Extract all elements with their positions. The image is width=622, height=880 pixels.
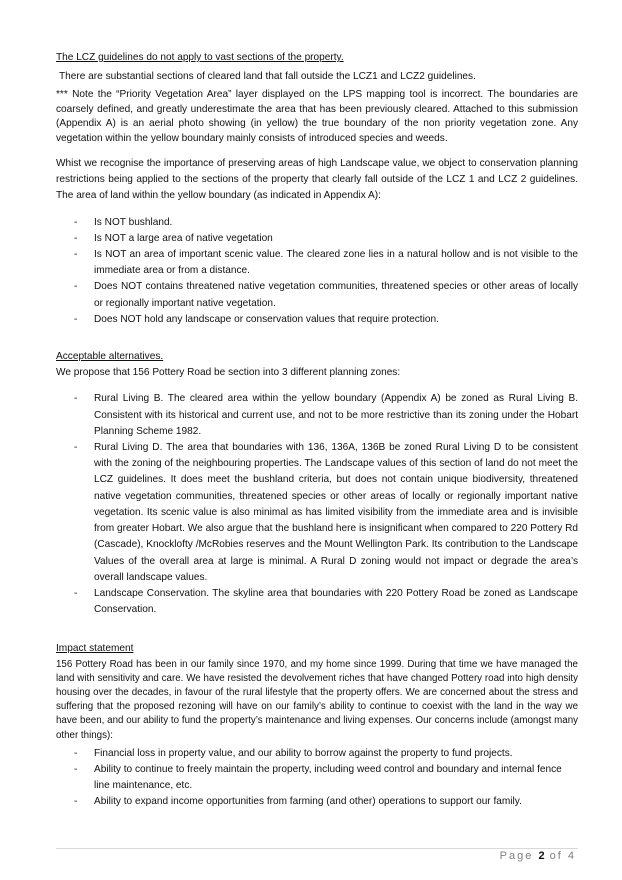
- page-word: Page: [499, 850, 534, 862]
- footer-divider: [56, 848, 578, 849]
- list-item: - Rural Living D. The area that boundaries with 136, 136A, 136B be zoned Rural Living D to be consistent with the zoning of the neighbouring properties. The Landscape values of this section of land do not meet the LCZ guidelines. It does meet the bushland criteria, but does not contain unique biodiversity, threatened native vegetation communities, threatened species or other areas of locally or regionally important native vegetation. Its scenic value is also minimal as has limited visibility from the immediate area and is invisible from greater Hobart. We also argue that the bushland here is insignificant when compared to 220 Pottery Rd (Cascade), Knocklofty /McRobies reserves and the Mount Wellington Park. Its contribution to the Landscape Values of the overall area at large is minimal. A Rural D zoning would not impact or degrade the area’s overall landscape values.: [74, 442, 578, 583]
- document-page: [56, 50, 578, 811]
- list-item: - Is NOT bushland.: [74, 216, 173, 228]
- page-total: 4: [567, 850, 576, 862]
- page-of: of: [549, 850, 563, 862]
- list-item: - Is NOT a large area of native vegetation: [74, 232, 273, 244]
- page-current: 2: [538, 850, 545, 862]
- paragraph: Whist we recognise the importance of preserving areas of high Landscape value, we object to conservation planning restrictions being applied to the sections of the property that clearly fall outside of the LCZ 1 and LCZ 2 guidelines. The area of land within the yellow boundary (as indicated in Appendix A):: [56, 158, 578, 202]
- paragraph: There are substantial sections of cleared land that fall outside the LCZ1 and LCZ2 guidelines.: [59, 71, 476, 83]
- list-item: - Does NOT hold any landscape or conservation values that require protection.: [74, 313, 439, 325]
- list-item: - Is NOT an area of important scenic value. The cleared zone lies in a natural hollow and is not visible to the immediate area or from a distance.: [74, 249, 578, 277]
- bullet-list: [56, 391, 578, 618]
- page-number: [500, 850, 576, 862]
- paragraph-note: *** Note the “Priority Vegetation Area” layer displayed on the LPS mapping tool is incorrect. The boundaries are coarsely defined, and greatly underestimate the area that has been previously cleared. Attached to this submission (Appendix A) is an aerial photo showing (in yellow) the true boundary of the non priority vegetation zone. Any vegetation within the yellow boundary mainly consists of introduced species and weeds.: [56, 89, 578, 144]
- bullet-list: [56, 746, 578, 811]
- list-item: - Ability to continue to freely maintain the property, including weed control and boundary and internal fence line maintenance, etc.: [74, 763, 562, 792]
- list-item: - Financial loss in property value, and our ability to borrow against the property to fund projects.: [74, 747, 513, 759]
- list-item: - Rural Living B. The cleared area within the yellow boundary (Appendix A) be zoned as Rural Living B. Consistent with its historical and current use, and not to be more restrictive than its zoning under the Hobart Planning Scheme 1982.: [74, 393, 578, 437]
- section-heading-impact: Impact statement: [56, 643, 134, 655]
- section-heading-alternatives: Acceptable alternatives.: [56, 351, 164, 363]
- list-item: - Ability to expand income opportunities from farming (and other) operations to support our family.: [74, 796, 522, 808]
- list-item: - Does NOT contains threatened native vegetation communities, threatened species or other areas of locally or regionally important native vegetation.: [74, 281, 578, 309]
- list-item: - Landscape Conservation. The skyline area that boundaries with 220 Pottery Road be zoned as Landscape Conservation.: [74, 587, 578, 616]
- paragraph: We propose that 156 Pottery Road be section into 3 different planning zones:: [56, 367, 401, 379]
- section-heading-lcz: The LCZ guidelines do not apply to vast sections of the property.: [56, 52, 344, 63]
- paragraph: 156 Pottery Road has been in our family since 1970, and my home since 1999. During that time we have managed the land with sensitivity and care. We have resisted the devolvement riches that have changed Pottery road into high density housing over the decades, in favour of the rural lifestyle that the property offers. We are concerned about the stress and suffering that the proposed rezoning will have on our family’s ability to continue to coexist with the land in the way we have been, and our ability to fund the property’s maintenance and living expenses. Our concerns include (amongst many other things):: [56, 658, 578, 741]
- bullet-list: [56, 215, 578, 328]
